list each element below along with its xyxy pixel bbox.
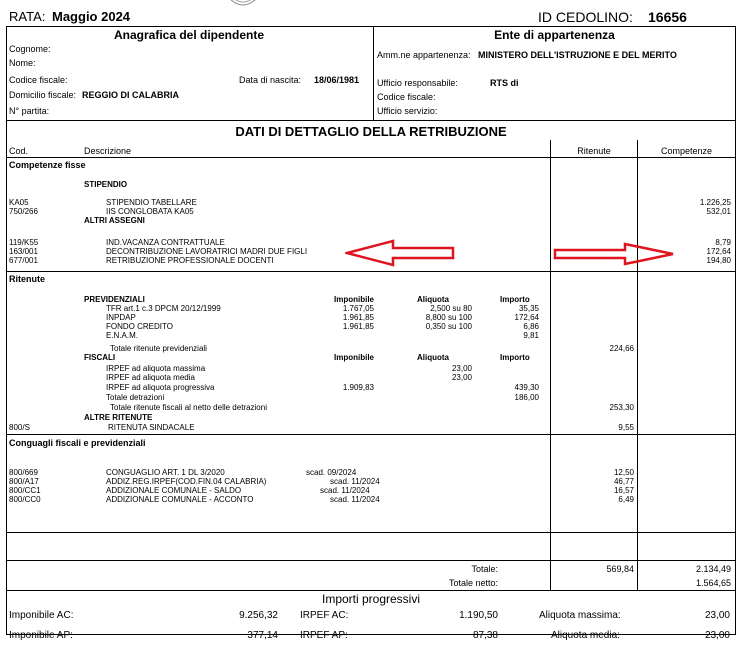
fisc-row-3-desc: IRPEF ad aliquota progressiva [106, 383, 215, 392]
prev-row-4-desc: E.N.A.M. [106, 331, 139, 340]
comp-row-2-desc: IIS CONGLOBATA KA05 [106, 207, 194, 216]
prev-row-1-desc: TFR art.1 c.3 DPCM 20/12/1999 [106, 304, 221, 313]
prev-row-1-imp: 1.767,05 [342, 304, 374, 313]
fisc-row-2-desc: IRPEF ad aliquota media [106, 373, 195, 382]
rata-value: Maggio 2024 [52, 9, 131, 24]
netto-value: 1.564,65 [695, 578, 731, 588]
tot-fisc-label: Totale ritenute fiscali al netto delle detrazioni [110, 403, 267, 412]
cong-row-1-desc: CONGUAGLIO ART. 1 DL 3/2020 [106, 468, 225, 477]
aliq-max-value: 23,00 [704, 610, 730, 621]
cong-row-3-scad: scad. 11/2024 [320, 486, 370, 495]
imp-ap-label: Imponibile AP: [9, 630, 73, 641]
amm-value: MINISTERO DELL'ISTRUZIONE E DEL MERITO [478, 50, 677, 60]
ritenute-title: Ritenute [9, 274, 45, 284]
fisc-row-3-importo: 439,30 [514, 383, 539, 392]
emblem-logo [228, 0, 258, 8]
imp-ac-label: Imponibile AC: [9, 610, 74, 621]
fisc-row-2-aliq: 23,00 [451, 373, 472, 382]
cong-row-1-scad: scad. 09/2024 [306, 468, 357, 477]
altri-assegni-subtitle: ALTRI ASSEGNI [84, 216, 145, 225]
cong-row-2-rit: 46,77 [613, 477, 634, 486]
cong-row-4-scad: scad. 11/2024 [330, 495, 380, 504]
cong-row-4-rit: 6,49 [618, 495, 634, 504]
irpef-ap-value: 87,38 [472, 630, 498, 641]
comp-row-3-desc: IND.VACANZA CONTRATTUALE [106, 238, 225, 247]
prev-h-aliquota: Aliquota [417, 295, 449, 304]
col-comp: Competenze [660, 146, 713, 156]
col-rit: Ritenute [577, 146, 611, 156]
irpef-ac-label: IRPEF AC: [300, 610, 349, 621]
fisc-row-4-desc: Totale detrazioni [106, 393, 165, 402]
cong-row-3-rit: 16,57 [613, 486, 634, 495]
prev-row-2-imp: 1.961,85 [342, 313, 374, 322]
prev-row-2-importo: 172,64 [514, 313, 539, 322]
comp-row-4-desc: DECONTRIBUZIONE LAVORATRICI MADRI DUE FIGLI [106, 247, 308, 256]
uff-resp-value: RTS di [490, 78, 519, 88]
fisc-row-1-aliq: 23,00 [451, 364, 472, 373]
cedolino-value: 16656 [648, 9, 687, 25]
aliq-max-label: Aliquota massima: [539, 610, 621, 621]
progressivi-title: Importi progressivi [321, 592, 421, 606]
comp-row-1-desc: STIPENDIO TABELLARE [106, 198, 197, 207]
fisc-row-1-desc: IRPEF ad aliquota massima [106, 364, 206, 373]
cognome-label: Cognome: [9, 44, 51, 54]
col-desc: Descrizione [84, 146, 132, 156]
comp-row-5-desc: RETRIBUZIONE PROFESSIONALE DOCENTI [106, 256, 274, 265]
anagrafica-title: Anagrafica del dipendente [113, 28, 265, 42]
tot-prev-value: 224,66 [609, 344, 634, 353]
fisc-row-3-imp: 1.909,83 [342, 383, 374, 392]
cong-row-1-cod: 800/669 [9, 468, 38, 477]
prev-row-3-aliq: 0,350 su 100 [425, 322, 472, 331]
cong-row-2-scad: scad. 11/2024 [330, 477, 380, 486]
sindacale-cod: 800/S [9, 423, 30, 432]
aliq-media-label: Aliquota media: [551, 630, 620, 641]
fisc-h-imponibile: Imponibile [334, 353, 374, 362]
domicilio-label: Domicilio fiscale: [9, 90, 77, 100]
cong-row-4-cod: 800/CC0 [9, 495, 41, 504]
comp-row-2-cod: 750/266 [9, 207, 38, 216]
right-arrow-annotation [553, 242, 677, 266]
dettaglio-title: DATI DI DETTAGLIO DELLA RETRIBUZIONE [235, 124, 507, 139]
prev-row-3-imp: 1.961,85 [342, 322, 374, 331]
prev-h-importo: Importo [500, 295, 530, 304]
comp-row-4-comp: 172,64 [706, 247, 731, 256]
fisc-row-4-importo: 186,00 [514, 393, 539, 402]
prev-row-1-importo: 35,35 [518, 304, 539, 313]
prev-row-1-aliq: 2,500 su 80 [430, 304, 472, 313]
comp-row-5-comp: 194,80 [706, 256, 731, 265]
prev-row-4-importo: 9,81 [523, 331, 539, 340]
cong-row-3-desc: ADDIZIONALE COMUNALE - SALDO [106, 486, 242, 495]
totale-label: Totale: [471, 564, 498, 574]
comp-row-1-cod: KA05 [9, 198, 29, 207]
prev-row-3-desc: FONDO CREDITO [106, 322, 173, 331]
fisc-h-importo: Importo [500, 353, 530, 362]
nascita-label: Data di nascita: [239, 75, 302, 85]
conguagli-title: Conguagli fiscali e previdenziali [9, 438, 146, 448]
ente-title: Ente di appartenenza [494, 28, 615, 42]
codice-fiscale-label: Codice fiscale: [9, 75, 68, 85]
prev-row-2-desc: INPDAP [106, 313, 136, 322]
partita-label: N° partita: [9, 106, 50, 116]
ente-cf-label: Codice fiscale: [377, 92, 436, 102]
tot-prev-label: Totale ritenute previdenziali [110, 344, 207, 353]
fiscali-title: FISCALI [84, 353, 116, 362]
fisc-h-aliquota: Aliquota [417, 353, 449, 362]
comp-row-5-cod: 677/001 [9, 256, 38, 265]
sindacale-value: 9,55 [618, 423, 634, 432]
cong-row-2-cod: 800/A17 [9, 477, 39, 486]
stipendio-subtitle: STIPENDIO [84, 180, 128, 189]
sindacale-desc: RITENUTA SINDACALE [108, 423, 195, 432]
comp-row-3-comp: 8,79 [715, 238, 731, 247]
uff-resp-label: Ufficio responsabile: [377, 78, 458, 88]
comp-row-4-cod: 163/001 [9, 247, 38, 256]
competenze-title: Competenze fisse [9, 160, 86, 170]
domicilio-value: REGGIO DI CALABRIA [82, 90, 180, 100]
rata-label: RATA: [9, 9, 46, 24]
irpef-ap-label: IRPEF AP: [300, 630, 348, 641]
cong-row-4-desc: ADDIZIONALE COMUNALE - ACCONTO [106, 495, 254, 504]
totale-competenze: 2.134,49 [695, 564, 731, 574]
tot-fisc-value: 253,30 [609, 403, 634, 412]
uff-serv-label: Ufficio servizio: [377, 106, 438, 116]
cong-row-1-rit: 12,50 [613, 468, 634, 477]
left-arrow-annotation [345, 238, 457, 268]
netto-label: Totale netto: [448, 578, 498, 588]
previdenziali-title: PREVIDENZIALI [84, 295, 145, 304]
prev-row-3-importo: 6,86 [523, 322, 539, 331]
comp-row-2-comp: 532,01 [706, 207, 731, 216]
nome-label: Nome: [9, 58, 36, 68]
prev-h-imponibile: Imponibile [334, 295, 374, 304]
prev-row-2-aliq: 8,800 su 100 [425, 313, 472, 322]
comp-row-3-cod: 119/K55 [9, 238, 39, 247]
nascita-value: 18/06/1981 [314, 75, 360, 85]
col-cod: Cod. [9, 146, 29, 156]
altre-ritenute-title: ALTRE RITENUTE [84, 413, 153, 422]
aliq-media-value: 23,00 [704, 630, 730, 641]
imp-ac-value: 9.256,32 [239, 610, 278, 621]
irpef-ac-value: 1.190,50 [459, 610, 498, 621]
cong-row-2-desc: ADDIZ.REG.IRPEF(COD.FIN.04 CALABRIA) [106, 477, 267, 486]
comp-row-1-comp: 1.226,25 [699, 198, 731, 207]
cedolino-label: ID CEDOLINO: [538, 9, 633, 25]
totale-ritenute: 569,84 [606, 564, 634, 574]
amm-label: Amm.ne appartenenza: [377, 50, 471, 60]
imp-ap-value: 377,14 [247, 630, 278, 641]
cong-row-3-cod: 800/CC1 [9, 486, 41, 495]
